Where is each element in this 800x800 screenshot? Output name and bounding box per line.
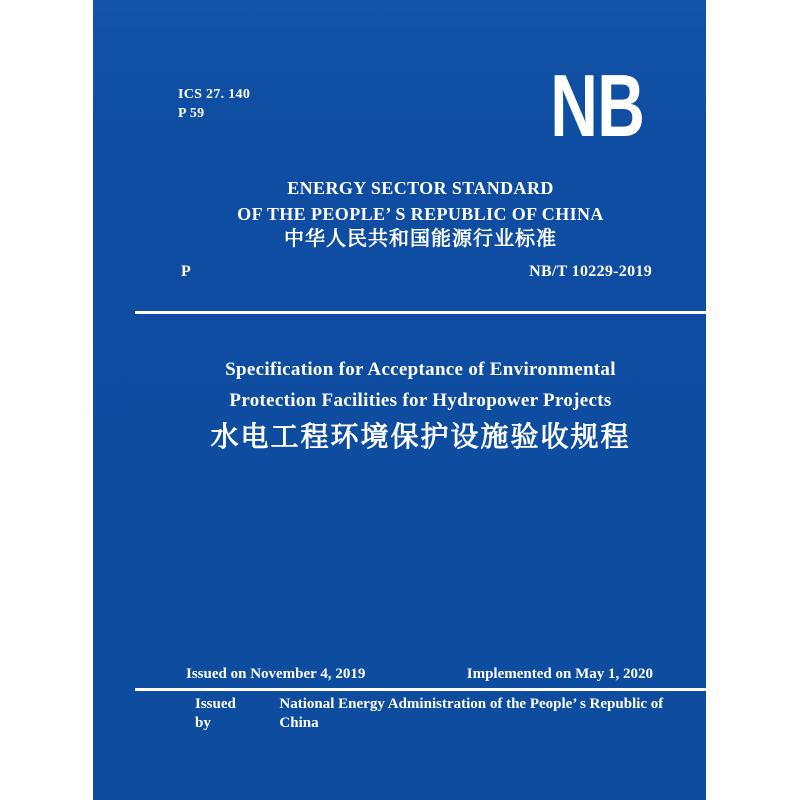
title-zh: 水电工程环境保护设施验收规程 [210, 421, 631, 452]
nb-logo: NB [550, 56, 644, 155]
footer-issuer-row [135, 695, 706, 733]
classification-codes [178, 85, 250, 123]
issued-by-label: Issued by [195, 696, 236, 731]
document-title [135, 354, 706, 458]
implemented-date: Implemented on May 1, 2020 [466, 666, 653, 682]
standard-name-en-line2: OF THE PEOPLE’ S REPUBLIC OF CHINA [237, 204, 604, 224]
title-en-line1: Specification for Acceptance of Environmental [225, 359, 616, 380]
issued-by-value: National Energy Administration of the People’ s Republic of China [279, 696, 664, 731]
ics-code: ICS 27. 140 [178, 87, 251, 102]
standard-header [135, 175, 706, 252]
doc-class-mark: P [181, 263, 191, 280]
footer-dates-row [135, 665, 706, 684]
standard-name-en-line1: ENERGY SECTOR STANDARD [287, 178, 554, 198]
standard-number-row [135, 261, 706, 283]
doc-class-code: P 59 [178, 106, 205, 121]
title-en-line2: Protection Facilities for Hydropower Projects [229, 390, 612, 411]
header-divider-line [135, 311, 706, 314]
standard-number: NB/T 10229-2019 [529, 263, 652, 280]
standard-name-zh: 中华人民共和国能源行业标准 [284, 228, 557, 250]
issued-date: Issued on November 4, 2019 [186, 666, 366, 682]
cover-blue-panel [93, 0, 706, 800]
footer-divider-line [135, 688, 706, 691]
